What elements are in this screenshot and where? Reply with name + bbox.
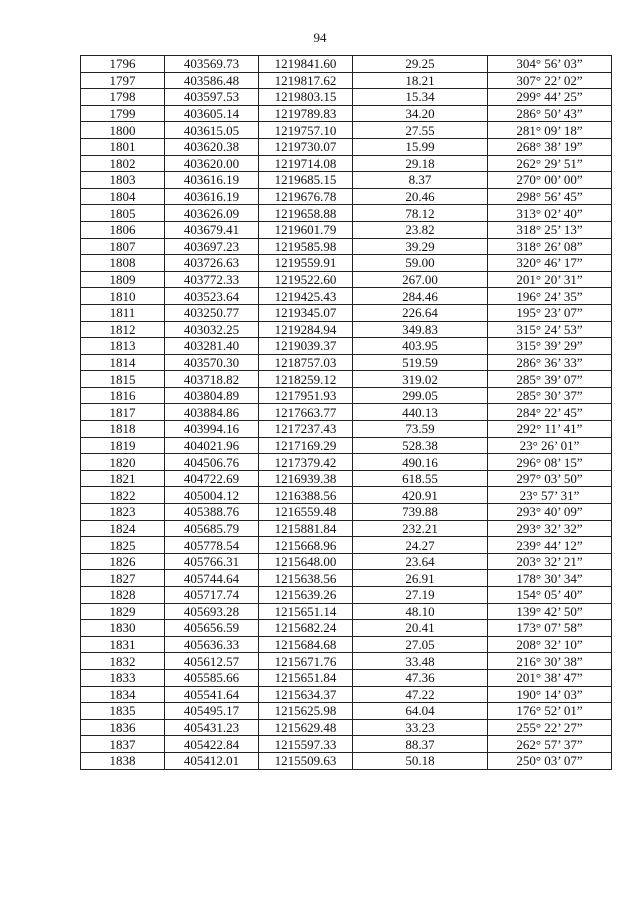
x-coordinate-cell: 404722.69 [165, 470, 259, 487]
y-coordinate-cell: 1219284.94 [259, 321, 353, 338]
y-coordinate-cell: 1219559.91 [259, 255, 353, 272]
point-number-cell: 1835 [81, 703, 165, 720]
x-coordinate-cell: 405388.76 [165, 504, 259, 521]
point-number-cell: 1802 [81, 155, 165, 172]
y-coordinate-cell: 1216939.38 [259, 470, 353, 487]
point-number-cell: 1829 [81, 603, 165, 620]
table-row [81, 421, 612, 438]
x-coordinate-cell: 403615.05 [165, 122, 259, 139]
distance-cell: 739.88 [353, 504, 488, 521]
distance-cell: 26.91 [353, 570, 488, 587]
y-coordinate-cell: 1215668.96 [259, 537, 353, 554]
distance-cell: 519.59 [353, 354, 488, 371]
distance-cell: 29.25 [353, 56, 488, 73]
y-coordinate-cell: 1219658.88 [259, 205, 353, 222]
x-coordinate-cell: 403616.19 [165, 188, 259, 205]
x-coordinate-cell: 403570.30 [165, 354, 259, 371]
x-coordinate-cell: 403718.82 [165, 371, 259, 388]
y-coordinate-cell: 1215881.84 [259, 520, 353, 537]
x-coordinate-cell: 403616.19 [165, 172, 259, 189]
bearing-cell: 139° 42’ 50” [488, 603, 612, 620]
distance-cell: 47.36 [353, 669, 488, 686]
distance-cell: 349.83 [353, 321, 488, 338]
bearing-cell: 216° 30’ 38” [488, 653, 612, 670]
distance-cell: 15.34 [353, 89, 488, 106]
y-coordinate-cell: 1217951.93 [259, 387, 353, 404]
x-coordinate-cell: 403620.38 [165, 138, 259, 155]
y-coordinate-cell: 1215639.26 [259, 587, 353, 604]
point-number-cell: 1824 [81, 520, 165, 537]
distance-cell: 232.21 [353, 520, 488, 537]
point-number-cell: 1816 [81, 387, 165, 404]
point-number-cell: 1834 [81, 686, 165, 703]
x-coordinate-cell: 405717.74 [165, 587, 259, 604]
x-coordinate-cell: 405541.64 [165, 686, 259, 703]
bearing-cell: 250° 03’ 07” [488, 752, 612, 769]
x-coordinate-cell: 405412.01 [165, 752, 259, 769]
x-coordinate-cell: 403679.41 [165, 221, 259, 238]
table-row [81, 255, 612, 272]
distance-cell: 88.37 [353, 736, 488, 753]
y-coordinate-cell: 1215651.84 [259, 669, 353, 686]
bearing-cell: 304° 56’ 03” [488, 56, 612, 73]
bearing-cell: 255° 22’ 27” [488, 719, 612, 736]
x-coordinate-cell: 405766.31 [165, 553, 259, 570]
point-number-cell: 1830 [81, 620, 165, 637]
y-coordinate-cell: 1219345.07 [259, 304, 353, 321]
point-number-cell: 1797 [81, 72, 165, 89]
bearing-cell: 297° 03’ 50” [488, 470, 612, 487]
y-coordinate-cell: 1218757.03 [259, 354, 353, 371]
table-row [81, 338, 612, 355]
x-coordinate-cell: 405004.12 [165, 487, 259, 504]
bearing-cell: 292° 11’ 41” [488, 421, 612, 438]
distance-cell: 15.99 [353, 138, 488, 155]
distance-cell: 420.91 [353, 487, 488, 504]
distance-cell: 50.18 [353, 752, 488, 769]
y-coordinate-cell: 1219730.07 [259, 138, 353, 155]
table-row [81, 703, 612, 720]
y-coordinate-cell: 1217237.43 [259, 421, 353, 438]
y-coordinate-cell: 1219817.62 [259, 72, 353, 89]
bearing-cell: 201° 38’ 47” [488, 669, 612, 686]
point-number-cell: 1808 [81, 255, 165, 272]
x-coordinate-cell: 405585.66 [165, 669, 259, 686]
y-coordinate-cell: 1215684.68 [259, 636, 353, 653]
coordinates-table-body [81, 56, 612, 770]
point-number-cell: 1819 [81, 437, 165, 454]
y-coordinate-cell: 1215597.33 [259, 736, 353, 753]
y-coordinate-cell: 1215629.48 [259, 719, 353, 736]
bearing-cell: 190° 14’ 03” [488, 686, 612, 703]
bearing-cell: 262° 29’ 51” [488, 155, 612, 172]
x-coordinate-cell: 405778.54 [165, 537, 259, 554]
table-row [81, 56, 612, 73]
point-number-cell: 1817 [81, 404, 165, 421]
table-row [81, 520, 612, 537]
bearing-cell: 286° 50’ 43” [488, 105, 612, 122]
bearing-cell: 154° 05’ 40” [488, 587, 612, 604]
x-coordinate-cell: 405685.79 [165, 520, 259, 537]
bearing-cell: 178° 30’ 34” [488, 570, 612, 587]
table-row [81, 603, 612, 620]
bearing-cell: 23° 26’ 01” [488, 437, 612, 454]
x-coordinate-cell: 403804.89 [165, 387, 259, 404]
point-number-cell: 1822 [81, 487, 165, 504]
distance-cell: 33.48 [353, 653, 488, 670]
distance-cell: 528.38 [353, 437, 488, 454]
table-row [81, 620, 612, 637]
point-number-cell: 1803 [81, 172, 165, 189]
bearing-cell: 298° 56’ 45” [488, 188, 612, 205]
table-row [81, 587, 612, 604]
y-coordinate-cell: 1218259.12 [259, 371, 353, 388]
x-coordinate-cell: 403994.16 [165, 421, 259, 438]
y-coordinate-cell: 1215638.56 [259, 570, 353, 587]
x-coordinate-cell: 403697.23 [165, 238, 259, 255]
y-coordinate-cell: 1215651.14 [259, 603, 353, 620]
point-number-cell: 1815 [81, 371, 165, 388]
point-number-cell: 1818 [81, 421, 165, 438]
point-number-cell: 1838 [81, 752, 165, 769]
point-number-cell: 1836 [81, 719, 165, 736]
bearing-cell: 293° 32’ 32” [488, 520, 612, 537]
point-number-cell: 1805 [81, 205, 165, 222]
y-coordinate-cell: 1216388.56 [259, 487, 353, 504]
x-coordinate-cell: 403569.73 [165, 56, 259, 73]
x-coordinate-cell: 403250.77 [165, 304, 259, 321]
table-row [81, 89, 612, 106]
distance-cell: 34.20 [353, 105, 488, 122]
table-row [81, 271, 612, 288]
bearing-cell: 203° 32’ 21” [488, 553, 612, 570]
distance-cell: 48.10 [353, 603, 488, 620]
point-number-cell: 1809 [81, 271, 165, 288]
y-coordinate-cell: 1219676.78 [259, 188, 353, 205]
bearing-cell: 208° 32’ 10” [488, 636, 612, 653]
distance-cell: 20.46 [353, 188, 488, 205]
table-row [81, 454, 612, 471]
y-coordinate-cell: 1215648.00 [259, 553, 353, 570]
distance-cell: 284.46 [353, 288, 488, 305]
distance-cell: 23.64 [353, 553, 488, 570]
y-coordinate-cell: 1215671.76 [259, 653, 353, 670]
distance-cell: 319.02 [353, 371, 488, 388]
x-coordinate-cell: 403597.53 [165, 89, 259, 106]
distance-cell: 226.64 [353, 304, 488, 321]
bearing-cell: 299° 44’ 25” [488, 89, 612, 106]
point-number-cell: 1821 [81, 470, 165, 487]
table-row [81, 105, 612, 122]
x-coordinate-cell: 403586.48 [165, 72, 259, 89]
x-coordinate-cell: 403281.40 [165, 338, 259, 355]
table-row [81, 504, 612, 521]
distance-cell: 20.41 [353, 620, 488, 637]
distance-cell: 618.55 [353, 470, 488, 487]
point-number-cell: 1796 [81, 56, 165, 73]
bearing-cell: 318° 26’ 08” [488, 238, 612, 255]
point-number-cell: 1827 [81, 570, 165, 587]
table-row [81, 752, 612, 769]
distance-cell: 59.00 [353, 255, 488, 272]
point-number-cell: 1804 [81, 188, 165, 205]
bearing-cell: 268° 38’ 19” [488, 138, 612, 155]
bearing-cell: 173° 07’ 58” [488, 620, 612, 637]
table-row [81, 686, 612, 703]
point-number-cell: 1811 [81, 304, 165, 321]
distance-cell: 490.16 [353, 454, 488, 471]
y-coordinate-cell: 1215682.24 [259, 620, 353, 637]
coordinates-table [80, 55, 612, 770]
x-coordinate-cell: 405656.59 [165, 620, 259, 637]
bearing-cell: 318° 25’ 13” [488, 221, 612, 238]
table-row [81, 354, 612, 371]
distance-cell: 47.22 [353, 686, 488, 703]
distance-cell: 73.59 [353, 421, 488, 438]
y-coordinate-cell: 1219585.98 [259, 238, 353, 255]
table-row [81, 437, 612, 454]
bearing-cell: 23° 57’ 31” [488, 487, 612, 504]
bearing-cell: 262° 57’ 37” [488, 736, 612, 753]
bearing-cell: 284° 22’ 45” [488, 404, 612, 421]
bearing-cell: 196° 24’ 35” [488, 288, 612, 305]
table-row [81, 72, 612, 89]
table-row [81, 487, 612, 504]
bearing-cell: 239° 44’ 12” [488, 537, 612, 554]
distance-cell: 27.19 [353, 587, 488, 604]
distance-cell: 78.12 [353, 205, 488, 222]
table-row [81, 537, 612, 554]
table-row [81, 570, 612, 587]
bearing-cell: 307° 22’ 02” [488, 72, 612, 89]
bearing-cell: 195° 23’ 07” [488, 304, 612, 321]
x-coordinate-cell: 405422.84 [165, 736, 259, 753]
table-row [81, 205, 612, 222]
point-number-cell: 1837 [81, 736, 165, 753]
x-coordinate-cell: 403620.00 [165, 155, 259, 172]
bearing-cell: 315° 24’ 53” [488, 321, 612, 338]
table-row [81, 636, 612, 653]
distance-cell: 267.00 [353, 271, 488, 288]
bearing-cell: 285° 30’ 37” [488, 387, 612, 404]
table-row [81, 288, 612, 305]
distance-cell: 24.27 [353, 537, 488, 554]
x-coordinate-cell: 405744.64 [165, 570, 259, 587]
point-number-cell: 1810 [81, 288, 165, 305]
distance-cell: 64.04 [353, 703, 488, 720]
bearing-cell: 176° 52’ 01” [488, 703, 612, 720]
point-number-cell: 1806 [81, 221, 165, 238]
y-coordinate-cell: 1215509.63 [259, 752, 353, 769]
table-row [81, 669, 612, 686]
point-number-cell: 1828 [81, 587, 165, 604]
table-row [81, 138, 612, 155]
bearing-cell: 313° 02’ 40” [488, 205, 612, 222]
point-number-cell: 1831 [81, 636, 165, 653]
distance-cell: 8.37 [353, 172, 488, 189]
y-coordinate-cell: 1219789.83 [259, 105, 353, 122]
table-row [81, 155, 612, 172]
table-row [81, 404, 612, 421]
point-number-cell: 1825 [81, 537, 165, 554]
bearing-cell: 281° 09’ 18” [488, 122, 612, 139]
x-coordinate-cell: 403884.86 [165, 404, 259, 421]
distance-cell: 23.82 [353, 221, 488, 238]
x-coordinate-cell: 405431.23 [165, 719, 259, 736]
table-row [81, 719, 612, 736]
y-coordinate-cell: 1219803.15 [259, 89, 353, 106]
bearing-cell: 293° 40’ 09” [488, 504, 612, 521]
point-number-cell: 1799 [81, 105, 165, 122]
point-number-cell: 1798 [81, 89, 165, 106]
table-row [81, 553, 612, 570]
table-row [81, 736, 612, 753]
x-coordinate-cell: 403032.25 [165, 321, 259, 338]
point-number-cell: 1820 [81, 454, 165, 471]
table-row [81, 238, 612, 255]
x-coordinate-cell: 404506.76 [165, 454, 259, 471]
point-number-cell: 1800 [81, 122, 165, 139]
table-row [81, 122, 612, 139]
bearing-cell: 285° 39’ 07” [488, 371, 612, 388]
table-row [81, 371, 612, 388]
distance-cell: 39.29 [353, 238, 488, 255]
bearing-cell: 286° 36’ 33” [488, 354, 612, 371]
distance-cell: 403.95 [353, 338, 488, 355]
x-coordinate-cell: 403626.09 [165, 205, 259, 222]
y-coordinate-cell: 1219841.60 [259, 56, 353, 73]
distance-cell: 29.18 [353, 155, 488, 172]
point-number-cell: 1807 [81, 238, 165, 255]
x-coordinate-cell: 405495.17 [165, 703, 259, 720]
bearing-cell: 201° 20’ 31” [488, 271, 612, 288]
bearing-cell: 296° 08’ 15” [488, 454, 612, 471]
y-coordinate-cell: 1219685.15 [259, 172, 353, 189]
distance-cell: 299.05 [353, 387, 488, 404]
bearing-cell: 320° 46’ 17” [488, 255, 612, 272]
table-row [81, 188, 612, 205]
table-row [81, 470, 612, 487]
y-coordinate-cell: 1217663.77 [259, 404, 353, 421]
point-number-cell: 1833 [81, 669, 165, 686]
y-coordinate-cell: 1219522.60 [259, 271, 353, 288]
y-coordinate-cell: 1217379.42 [259, 454, 353, 471]
table-row [81, 172, 612, 189]
x-coordinate-cell: 403605.14 [165, 105, 259, 122]
point-number-cell: 1826 [81, 553, 165, 570]
y-coordinate-cell: 1219425.43 [259, 288, 353, 305]
y-coordinate-cell: 1219039.37 [259, 338, 353, 355]
point-number-cell: 1823 [81, 504, 165, 521]
y-coordinate-cell: 1217169.29 [259, 437, 353, 454]
point-number-cell: 1812 [81, 321, 165, 338]
x-coordinate-cell: 405693.28 [165, 603, 259, 620]
page-number: 94 [313, 30, 327, 45]
distance-cell: 27.55 [353, 122, 488, 139]
point-number-cell: 1832 [81, 653, 165, 670]
x-coordinate-cell: 405612.57 [165, 653, 259, 670]
y-coordinate-cell: 1215634.37 [259, 686, 353, 703]
x-coordinate-cell: 403523.64 [165, 288, 259, 305]
table-row [81, 304, 612, 321]
point-number-cell: 1813 [81, 338, 165, 355]
distance-cell: 440.13 [353, 404, 488, 421]
y-coordinate-cell: 1219601.79 [259, 221, 353, 238]
bearing-cell: 270° 00’ 00” [488, 172, 612, 189]
table-row [81, 221, 612, 238]
bearing-cell: 315° 39’ 29” [488, 338, 612, 355]
y-coordinate-cell: 1219714.08 [259, 155, 353, 172]
x-coordinate-cell: 405636.33 [165, 636, 259, 653]
table-row [81, 653, 612, 670]
y-coordinate-cell: 1215625.98 [259, 703, 353, 720]
y-coordinate-cell: 1219757.10 [259, 122, 353, 139]
x-coordinate-cell: 403772.33 [165, 271, 259, 288]
distance-cell: 33.23 [353, 719, 488, 736]
point-number-cell: 1814 [81, 354, 165, 371]
distance-cell: 27.05 [353, 636, 488, 653]
table-row [81, 321, 612, 338]
point-number-cell: 1801 [81, 138, 165, 155]
y-coordinate-cell: 1216559.48 [259, 504, 353, 521]
distance-cell: 18.21 [353, 72, 488, 89]
table-row [81, 387, 612, 404]
x-coordinate-cell: 404021.96 [165, 437, 259, 454]
x-coordinate-cell: 403726.63 [165, 255, 259, 272]
